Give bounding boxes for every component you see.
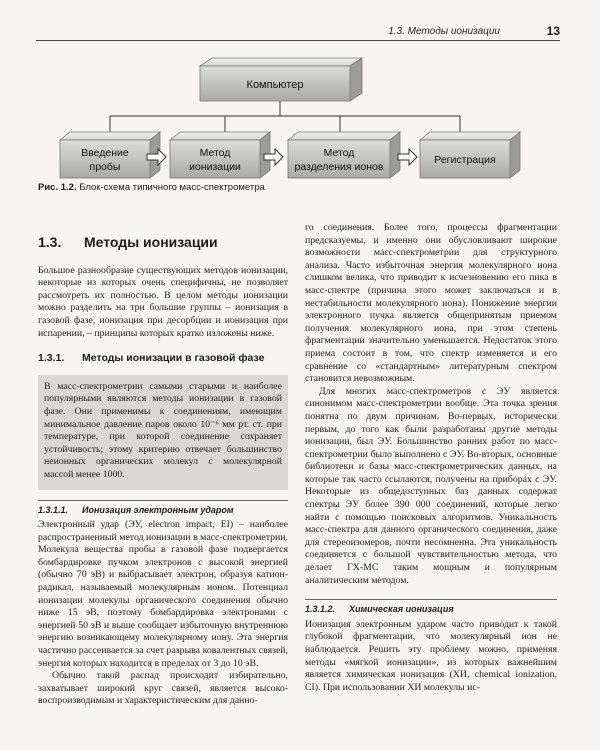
subsubsection-heading <box>38 500 288 517</box>
ion-separation-box <box>288 132 400 178</box>
block-diagram <box>0 56 600 196</box>
diagram-connectors <box>110 101 460 132</box>
figure-caption-label: Рис. 1.2. <box>38 182 77 193</box>
page-number: 13 <box>546 24 560 38</box>
ion-separation-box-line1: Метод <box>323 147 355 159</box>
intro-paragraph: Большое разнообразие существующих методов ионизации, некоторые из которых очень специфичны, не позволяет рассмотреть их полностью. В целом методы ионизации можно разделить на три большие группы – ионизация в газовой фазе, ионизация при десорбции и ионизация при испарении, – принципы которых кратко изложены ниже. <box>38 264 288 339</box>
computer-box <box>200 58 362 101</box>
subsection-title: Методы ионизации в газовой фазе <box>82 352 265 365</box>
left-column <box>38 222 288 708</box>
ionization-method-box <box>170 132 270 178</box>
figure-caption <box>38 182 265 193</box>
body-paragraph: Ионизация электронным ударом часто приводит к такой глубокой фрагментации, что молекулярный ион не наблюдается. Решить эту проблему можно, применяя методы «мягкой ионизации», из которых важнейшим является химическая ионизация (ХИ, chemical ionization, CI). При использовании ХИ молекулы ис- <box>305 618 557 693</box>
right-column <box>305 222 557 694</box>
subsection-number: 1.3.1. <box>38 352 65 365</box>
subsubsection-title: Ионизация электронным ударом <box>82 504 234 515</box>
highlight-box <box>38 375 288 490</box>
arrow-right-icon <box>398 149 417 165</box>
body-paragraph: Обычно такой распад происходит избирательно, захватывает широкий круг связей, является высоко-воспроизводимым и характеристическим для данно- <box>38 670 288 707</box>
subsubsection-number: 1.3.1.1. <box>38 504 69 515</box>
registration-box <box>420 132 520 178</box>
ionization-method-box-line2: ионизации <box>189 161 241 173</box>
highlight-box-text: В масс-спектрометрии самыми старыми и наиболее популярными являются методы ионизации в газовой фазе. Они применимы к соединениям, имеющим минимальное давление паров около 10⁻⁶ мм рт. ст. при температуре, при которой соединение сохраняет устойчивость; этому критерию отвечает большинство неионных органических молекул с молекулярной массой менее 1000. <box>44 380 282 480</box>
ion-separation-box-line2: разделения ионов <box>294 161 384 173</box>
ionization-method-box-line1: Метод <box>199 147 231 159</box>
sample-input-box <box>60 132 160 178</box>
subsubsection-number: 1.3.1.2. <box>305 604 336 615</box>
figure-caption-text: Блок-схема типичного масс-спектрометра <box>76 182 265 193</box>
section-number: 1.3. <box>38 234 62 250</box>
subsubsection-title: Химическая ионизация <box>349 604 454 615</box>
body-paragraph: Для многих масс-спектрометров с ЭУ является синонимом масс-спектрометрии вообще. Эта точка зрения понятна по двум причинам. Во-первых, исторически первым, до того как были разработаны другие методы ионизации, был ЭУ. Большинство ранних работ по масс-спектрометрии было выполнено с ЭУ. Во-вторых, основные библиотеки и базы масс-спектрометрических данных, на которые так часто ссылаются, получены на приборах с ЭУ. Некоторые из общедоступных баз данных содержат спектры ЭУ более 390 000 соединений, которые легко найти с помощью поисковых алгоритмов. Уникальность масс-спектра для данного органического соединения, даже для стереоизомеров, почти несомненна. Эта уникальность соединяется с большой чувствительностью метода, что делает ГХ-МС таким мощным и популярным аналитическим методом. <box>305 385 557 586</box>
body-paragraph: Электронный удар (ЭУ, electron impact, EI) – наиболее распространенный метод ионизации в масс-спектрометрии. Молекула вещества пробы в газовой фазе подвергается бомбардировке пучком электронов с высокой энергией (обычно 70 эВ) и выбрасывает электрон, образуя катион-радикал, называемый молекулярным ионом. Потенциал ионизации молекулы органического соединения обычно ниже 15 эВ, поэтому бомбардировка электронами с энергией 50 эВ и выше сообщает избыточную внутреннюю энергию возникающему молекулярному иону. Эта энергия частично рассеивается за счет разрыва ковалентных связей, энергия которых находится в пределах от 3 до 10 эВ. <box>38 519 288 669</box>
subsubsection-heading <box>305 599 557 616</box>
computer-box-label: Компьютер <box>246 79 304 91</box>
running-header-title: 1.3. Методы ионизации <box>388 26 500 37</box>
subsection-heading <box>38 352 288 365</box>
sample-input-box-line1: Введение <box>81 147 129 159</box>
running-header <box>36 24 560 41</box>
section-heading <box>38 236 288 249</box>
sample-input-box-line2: пробы <box>89 161 121 173</box>
body-paragraph: го соединения. Более того, процессы фрагментации предсказуемы, и именно они обусловливают широкие возможности масс-спектрометрии для структурного анализа. Часто избыточная энергия молекулярного иона слишком велика, что приводит к исчезновению его пика в масс-спектре (причина этого может заключаться и в нестабильности молекулярного иона). Понижение энергии электронного пучка является общепринятым приемом получения молекулярного иона, при этом степень фрагментации значительно уменьшается. Недостаток этого приема состоит в том, что спектр изменяется и его сравнение со «стандартным» литературным спектром становится невозможным. <box>305 222 557 385</box>
registration-box-label: Регистрация <box>434 154 496 166</box>
section-title: Методы ионизации <box>84 234 218 250</box>
